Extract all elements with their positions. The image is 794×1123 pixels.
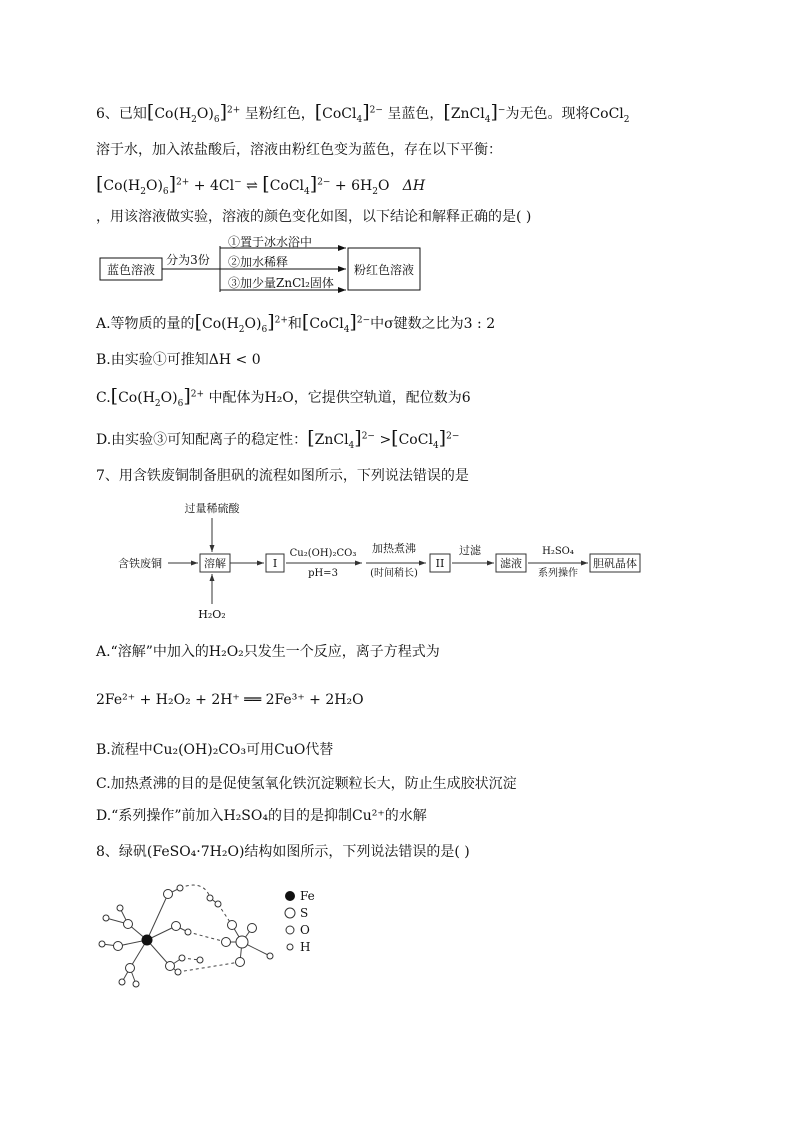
q7-flowchart (118, 496, 658, 626)
q6-pink-text: 呈粉红色， (244, 106, 315, 122)
delta-h: ΔH (402, 178, 426, 194)
q6-equilibrium: $[Co(H_2O)_6]^{2+} + 4Cl^-$ ⇌ [CoCl$_4$]$^{2-}$ + $6H_2O$ ΔH (96, 173, 426, 197)
flow-acid-label: 过量稀硫酸 (184, 502, 240, 515)
flow-h2so4-label: H₂SO₄ (542, 546, 574, 557)
flow-raw-label: 含铁废铜 (118, 557, 162, 570)
legend-s-icon (285, 908, 295, 918)
step2-label: ②加水稀释 (228, 255, 289, 269)
q7-stem: 7、用含铁废铜制备胆矾的流程如图所示，下列说法错误的是 (96, 468, 469, 484)
q6-line4: ，用该溶液做实验，溶液的颜色变化如图，以下结论和解释正确的是( ) (96, 209, 532, 225)
q7-option-b: B.流程中Cu₂(OH)₂CO₃可用CuO代替 (96, 742, 334, 758)
q6-diagram (96, 234, 436, 300)
step1-label: ①置于冰水浴中 (228, 235, 313, 249)
q8-structure (90, 880, 350, 1010)
q7-option-d: D.“系列操作”前加入H₂SO₄的目的是抑制Cu²⁺的水解 (96, 808, 427, 824)
q6-option-c-prefix: C. (96, 390, 111, 406)
split-label: 分为3份 (166, 253, 210, 267)
q6-option-d-gt: > (379, 432, 392, 448)
legend-fe: Fe (300, 889, 315, 903)
flow-crystal-label: 胆矾晶体 (593, 557, 637, 570)
q6-number: 6 (96, 106, 105, 122)
q6-option-d-prefix: D.由实验③可知配离子的稳定性： (96, 432, 308, 448)
step3-label: ③加少量ZnCl₂固体 (228, 276, 334, 290)
flow-heat-label: 加热煮沸 (372, 542, 416, 555)
q6-option-c-text: 中配体为H₂O，它提供空轨道，配位数为6 (208, 390, 471, 406)
q6-option-a: A.等物质的量的$[Co(H_2O)_6]^{2+}$和[CoCl$_4$]$^{2-}$中σ键数之比为3 : 2 (96, 311, 496, 335)
q6-option-b: B.由实验①可推知ΔH < 0 (96, 352, 261, 368)
flow-ph-label: pH=3 (308, 568, 338, 579)
legend-h: H (300, 940, 311, 954)
fe-atom (142, 935, 153, 946)
flow-I-label: I (272, 557, 278, 570)
formula-cocl4: [CoCl$_4$]$^{2-}$ (314, 101, 383, 125)
q6-option-a-and: 和 (287, 316, 302, 332)
pink-solution-label: 粉红色溶液 (353, 263, 415, 277)
legend-o-icon (286, 926, 294, 934)
formula-cocl2: CoCl$_2$ (589, 106, 630, 125)
q7-option-c: C.加热煮沸的目的是促使氢氧化铁沉淀颗粒长大，防止生成胶状沉淀 (96, 776, 517, 792)
flow-II-label: II (435, 557, 445, 570)
q6-option-a-prefix: A.等物质的量的 (96, 316, 195, 332)
legend-s: S (300, 906, 309, 920)
flow-dissolve-label: 溶解 (204, 557, 226, 570)
q6-option-d: D.由实验③可知配离子的稳定性：[ZnCl$_4$]$^{2-}$ >[CoCl$_4$]$^{2-}$ (96, 427, 460, 451)
formula-zncl4: [ZnCl$_4$]− (443, 101, 506, 125)
q6-blue-text: 呈蓝色， (387, 106, 444, 122)
flow-h2o2-label: H₂O₂ (198, 608, 226, 621)
formula-co-h2o6: $[Co(H_2O)_6]^{2+}$ (146, 101, 241, 125)
flow-filter-label: 过滤 (459, 544, 481, 557)
q6-option-c: $C.[Co(H_2O)_6]^{2+}$ 中配体为H₂O，它提供空轨道，配位数为6 (96, 385, 471, 409)
q6-line2: 溶于水，加入浓盐酸后，溶液由粉红色变为蓝色，存在以下平衡： (96, 142, 502, 158)
q6-colorless-text: 为无色。现将 (505, 106, 590, 122)
flow-series-label: 系列操作 (538, 568, 578, 579)
q8-stem: 8、绿矾(FeSO₄·7H₂O)结构如图所示，下列说法错误的是( ) (96, 844, 470, 860)
q6-line1 (96, 101, 630, 125)
flow-time-label: (时间稍长) (370, 568, 418, 579)
equilibrium-arrow-icon: ⇌ (246, 178, 258, 194)
legend-o: O (300, 923, 310, 937)
legend-fe-icon (285, 891, 295, 901)
flow-filtrate-label: 滤液 (500, 557, 522, 570)
legend-h-icon (287, 944, 293, 950)
q7-option-a: A.“溶解”中加入的H₂O₂只发生一个反应，离子方程式为 (96, 644, 440, 660)
q7-equation: 2Fe²⁺ + H₂O₂ + 2H⁺ ══ 2Fe³⁺ + 2H₂O (96, 692, 364, 708)
blue-solution-label: 蓝色溶液 (106, 263, 156, 277)
q6-intro: 、已知 (104, 106, 147, 122)
q6-option-a-suffix: 中σ键数之比为3 : 2 (370, 316, 496, 332)
flow-reagent-label: Cu₂(OH)₂CO₃ (289, 548, 357, 559)
